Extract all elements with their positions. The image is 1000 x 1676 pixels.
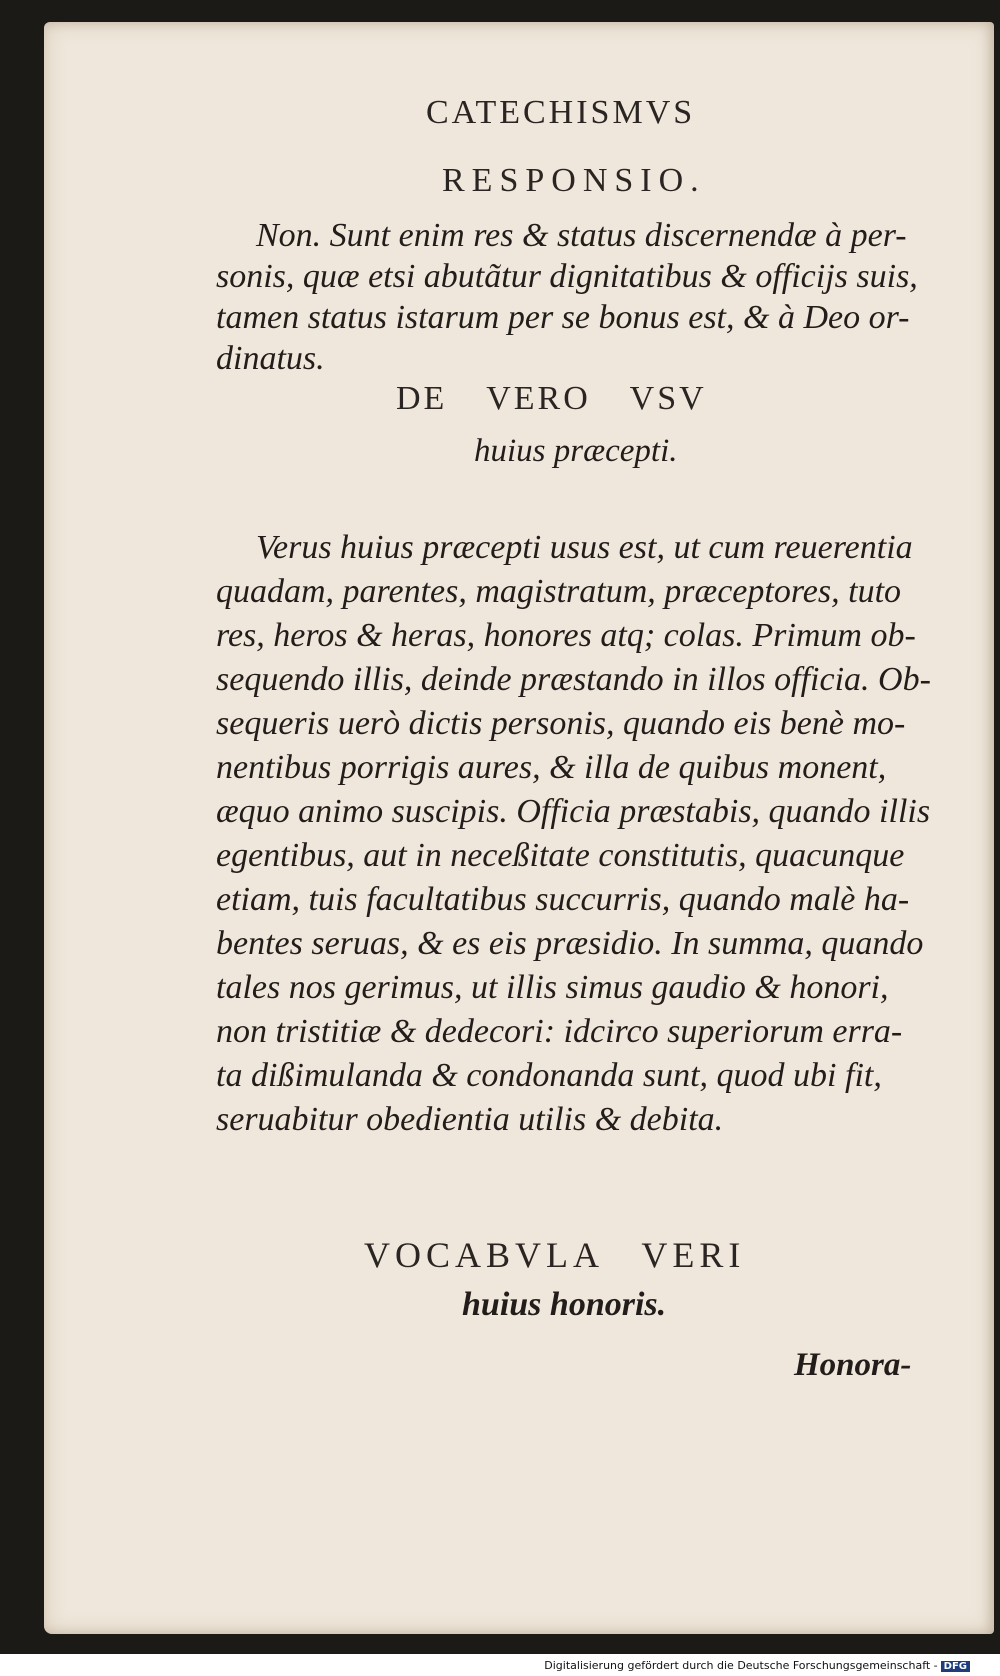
section-line: bentes seruas, & es eis præsidio. In summa, quando [216,925,924,962]
section-subheading: huius præcepti. [474,433,678,469]
footer-credit-text: Digitalisierung gefördert durch die Deutsche Forschungsgemeinschaft - [544,1659,938,1672]
section-line: non tristitiæ & dedecori: idcirco superiorum erra- [216,1013,903,1050]
section-line: ta dißimulanda & condonanda sunt, quod ubi fit, [216,1057,882,1094]
section-line: egentibus, aut in neceßitate constitutis, quacunque [216,837,905,874]
section-heading: DE VERO VSV [396,380,707,417]
responsio-line: Non. Sunt enim res & status discernendæ à per- [256,217,907,254]
responsio-line: sonis, quæ etsi abutãtur dignitatibus & officijs suis, [216,258,918,295]
responsio-heading: RESPONSIO. [442,162,706,199]
responsio-line: tamen status istarum per se bonus est, & à Deo or- [216,299,910,336]
responsio-line: dinatus. [216,340,325,377]
section-line: seruabitur obedientia utilis & debita. [216,1101,724,1138]
catchword: Honora- [794,1347,912,1383]
section-line: res, heros & heras, honores atq; colas. Primum ob- [216,617,916,654]
section-line: Verus huius præcepti usus est, ut cum reuerentia [256,529,913,566]
section-line: quadam, parentes, magistratum, præceptores, tuto [216,573,902,610]
section-line: nentibus porrigis aures, & illa de quibus monent, [216,749,887,786]
section-subheading: huius honoris. [462,1286,667,1323]
dfg-logo: DFG [941,1661,970,1672]
page-text-area [44,22,994,1634]
section-line: æquo animo suscipis. Officia præstabis, quando illis [216,793,931,830]
footer-credit [544,1659,970,1672]
section-line: tales nos gerimus, ut illis simus gaudio & honori, [216,969,889,1006]
section-heading: VOCABVLA VERI [364,1235,746,1275]
book-page [44,22,994,1634]
running-head: CATECHISMVS [426,94,696,131]
section-line: sequeris uerò dictis personis, quando eis benè mo- [216,705,906,742]
section-line: sequendo illis, deinde præstando in illos officia. Ob- [216,661,931,698]
section-line: etiam, tuis facultatibus succurris, quando malè ha- [216,881,910,918]
